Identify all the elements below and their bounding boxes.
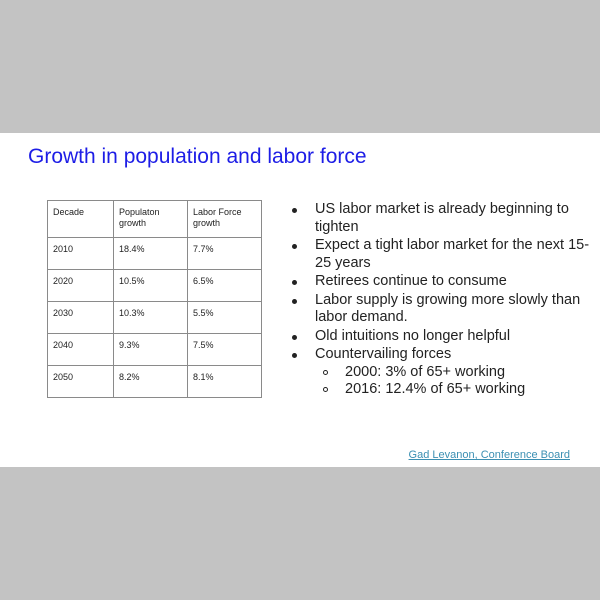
sub-bullet-list [315, 364, 590, 399]
header-population-growth: Populaton growth [114, 201, 188, 238]
table-row [48, 238, 262, 270]
bullet-item [290, 237, 590, 272]
bullet-item [290, 273, 590, 291]
source-link[interactable]: Gad Levanon, Conference Board [408, 449, 570, 461]
bullet-item [290, 346, 590, 399]
table-row [48, 270, 262, 302]
growth-table [47, 200, 262, 398]
bullet-dot-icon [292, 208, 297, 213]
table-row [48, 302, 262, 334]
cell-labor-force-growth: 7.5% [188, 334, 262, 366]
table-row [48, 334, 262, 366]
bullet-text: Labor supply is growing more slowly than labor demand. [315, 291, 581, 325]
table-row [48, 366, 262, 398]
bullet-circle-icon [323, 387, 328, 392]
cell-decade: 2030 [48, 302, 114, 334]
cell-labor-force-growth: 8.1% [188, 366, 262, 398]
cell-population-growth: 9.3% [114, 334, 188, 366]
cell-decade: 2010 [48, 238, 114, 270]
bullet-dot-icon [292, 335, 297, 340]
bullet-text: Countervailing forces [315, 346, 452, 362]
bullet-dot-icon [292, 280, 297, 285]
bullet-text: US labor market is already beginning to tighten [315, 201, 569, 235]
bullet-item [290, 292, 590, 327]
table-header-row [48, 201, 262, 238]
bullet-text: Old intuitions no longer helpful [315, 327, 511, 344]
cell-decade: 2040 [48, 334, 114, 366]
cell-population-growth: 8.2% [114, 366, 188, 398]
cell-labor-force-growth: 7.7% [188, 238, 262, 270]
bullet-dot-icon [292, 353, 297, 358]
cell-labor-force-growth: 6.5% [188, 270, 262, 302]
cell-decade: 2050 [48, 366, 114, 398]
slide [0, 133, 600, 467]
sub-bullet-item [315, 381, 590, 399]
bullet-dot-icon [292, 299, 297, 304]
sub-bullet-text: 2000: 3% of 65+ working [345, 363, 506, 380]
cell-population-growth: 10.3% [114, 302, 188, 334]
cell-decade: 2020 [48, 270, 114, 302]
bullet-text: Retirees continue to consume [315, 273, 507, 289]
bullet-list [290, 201, 590, 400]
cell-population-growth: 18.4% [114, 238, 188, 270]
cell-labor-force-growth: 5.5% [188, 302, 262, 334]
cell-population-growth: 10.5% [114, 270, 188, 302]
header-labor-force-growth: Labor Force growth [188, 201, 262, 238]
sub-bullet-text: 2016: 12.4% of 65+ working [345, 381, 526, 397]
bullet-circle-icon [323, 370, 328, 375]
bullet-item [290, 328, 590, 346]
slide-title: Growth in population and labor force [28, 145, 367, 168]
sub-bullet-item [315, 364, 590, 382]
header-decade: Decade [48, 201, 114, 238]
bullet-item [290, 201, 590, 236]
bullet-text: Expect a tight labor market for the next 15-25 years [315, 237, 590, 271]
bullet-dot-icon [292, 244, 297, 249]
